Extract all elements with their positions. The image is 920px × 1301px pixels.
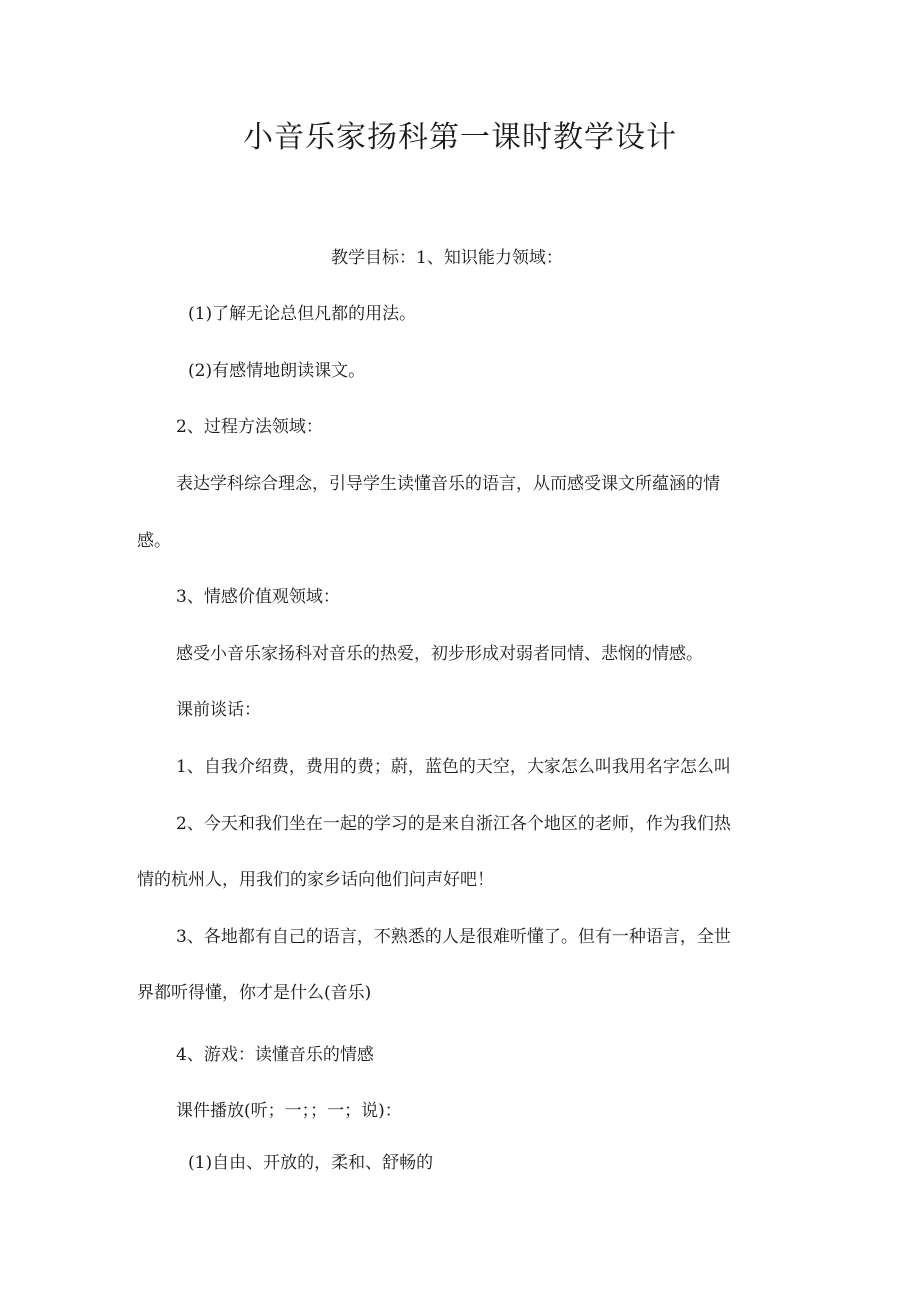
- page-title: 小音乐家扬科第一课时教学设计: [243, 120, 677, 155]
- courseware-item-1: (1)自由、开放的，柔和、舒畅的: [188, 1153, 434, 1173]
- courseware-playback-line: 课件播放(听；一；；一；说)：: [176, 1101, 402, 1121]
- objective-item-2: (2)有感情地朗读课文。: [188, 361, 366, 381]
- teaching-objectives-heading: 教学目标：1、知识能力领域：: [331, 248, 563, 268]
- talk-item-2: 2、今天和我们坐在一起的学习的是来自浙江各个地区的老师，作为我们热: [176, 814, 731, 834]
- talk-item-4: 4、游戏：读懂音乐的情感: [176, 1045, 374, 1065]
- talk-item-3: 3、各地都有自己的语言，不熟悉的人是很难听懂了。但有一种语言，全世: [176, 927, 731, 947]
- talk-item-2-continued: 情的杭州人，用我们的家乡话向他们问声好吧！: [137, 870, 494, 890]
- talk-item-1: 1、自我介绍费，费用的费；蔚，蓝色的天空，大家怎么叫我用名字怎么叫: [176, 757, 731, 777]
- talk-item-3-continued: 界都听得懂，你才是什么(音乐): [137, 983, 372, 1003]
- process-method-heading: 2、过程方法领域：: [176, 417, 323, 437]
- emotion-values-heading: 3、情感价值观领域：: [176, 587, 340, 607]
- emotion-values-text: 感受小音乐家扬科对音乐的热爱，初步形成对弱者同情、悲悯的情感。: [176, 644, 703, 664]
- process-method-text: 表达学科综合理念，引导学生读懂音乐的语言，从而感受课文所蕴涵的情: [176, 474, 720, 494]
- process-method-text-continued: 感。: [137, 531, 171, 551]
- pre-class-talk-heading: 课前谈话：: [176, 700, 261, 720]
- objective-item-1: (1)了解无论总但凡都的用法。: [188, 304, 417, 324]
